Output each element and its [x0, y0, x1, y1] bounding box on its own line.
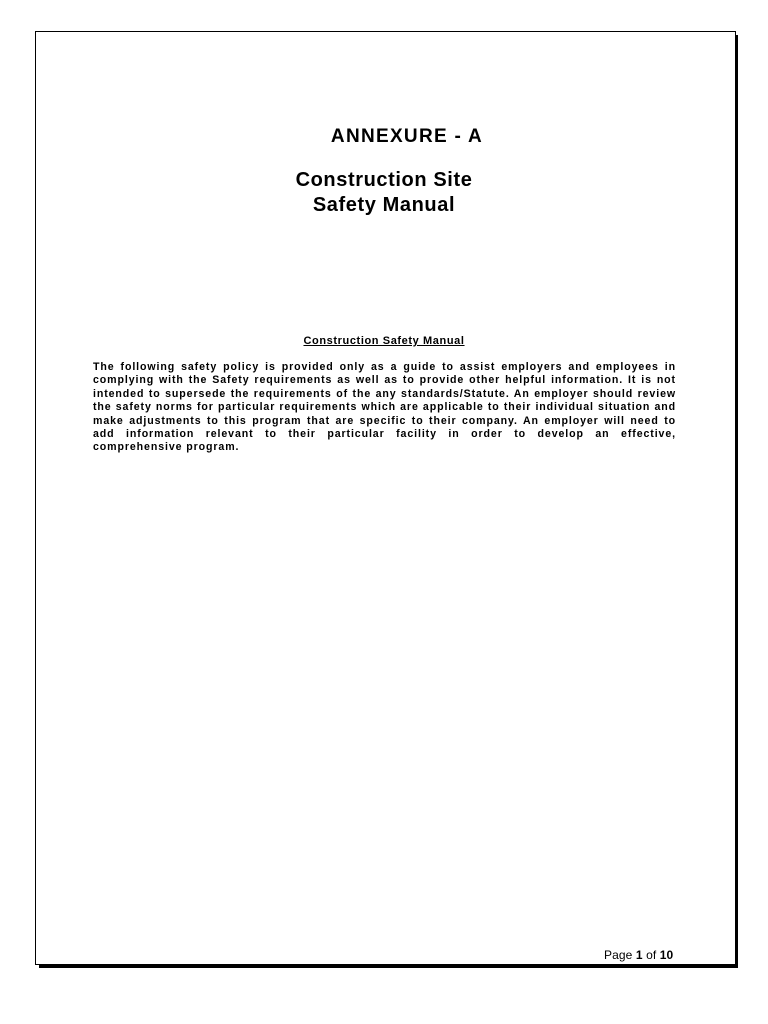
manual-title-line-1: Construction Site [295, 169, 473, 191]
total-pages-number: 10 [659, 948, 674, 962]
of-label: of [646, 948, 657, 962]
page-label: Page [604, 948, 633, 962]
intro-paragraph: The following safety policy is provided only as a guide to assist employers and employees in complying with the Safety requirements as well as to provide other helpful information. It is not intended to supersede the requirements of the any standards/Statute. An employer should review the safety norms for particular requirements which are applicable to their individual situation and make adjustments to this program that are specific to their company. An employer will need to add information relevant to their particular facility in order to develop an effective, comprehensive program. [93, 361, 676, 454]
manual-title-line-2: Safety Manual [312, 194, 456, 216]
annexure-title: ANNEXURE - A [330, 126, 484, 147]
manual-title [0, 168, 768, 218]
page-number-footer [604, 948, 673, 962]
page-shadow-bottom [39, 965, 738, 968]
section-heading: Construction Safety Manual [303, 335, 465, 347]
current-page-number: 1 [635, 948, 643, 962]
